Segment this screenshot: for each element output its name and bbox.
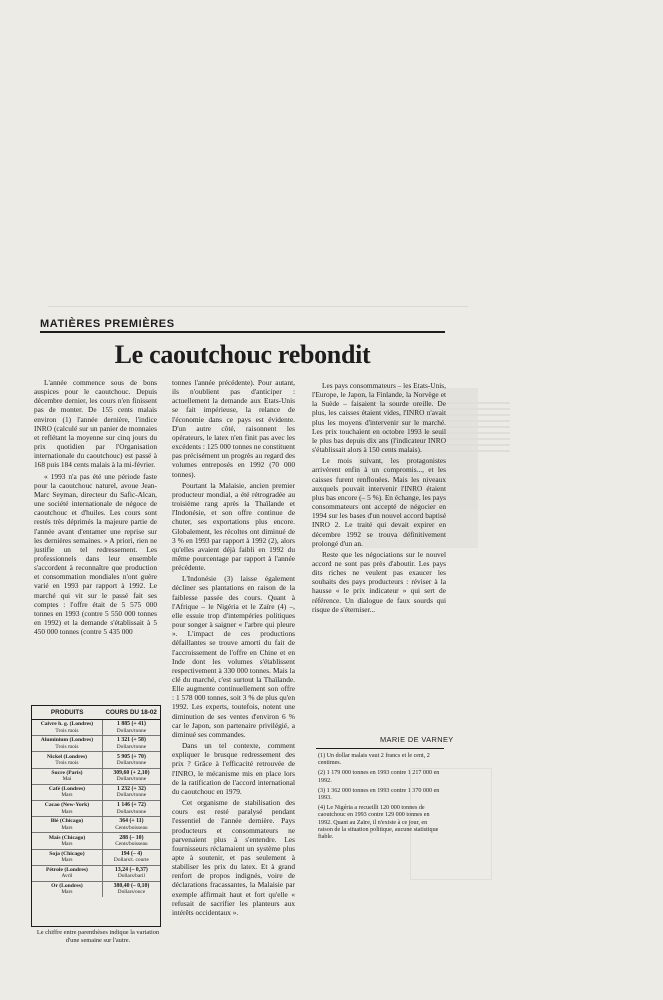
article-column-3 [312,381,446,616]
table-row [32,800,160,816]
table-row [32,752,160,768]
product-cell [32,784,102,800]
price-unit: Dollars/tonne [116,792,147,799]
table-row [32,784,160,800]
table-row [32,768,160,784]
product-name: Cacao (New-York) [44,802,90,809]
product-term: Mars [61,889,73,896]
article-column-1 [34,378,157,638]
price-unit: Dollars/t. courte [113,857,149,864]
price-value: 1 885 (+ 41) [116,721,146,728]
paragraph: Le mois suivant, les protagonistes arrivèrent enfin à un compromis..., et les caisses furent renflouées. Mais les niveaux auxquels pouvait intervenir l'INRO étaient plus bas encore (– 5 %). En échange, les pays consommateurs ont accepté de négocier en 1994 sur les bases d'un nouvel accord baptisé INRO 2. Le traité qui devait expirer en décembre 1992 se trouva définitivement prolongé d'un an. [312,456,446,548]
price-cell [102,800,160,816]
price-cell [102,752,160,768]
paragraph: Les pays consommateurs – les Etats-Unis, l'Europe, le Japon, la Finlande, la Norvège et la Suède – faisaient la sourde oreille. De plus, les caisses étaient vides, l'INRO n'avait plus les moyens d'intervenir sur le marché. Les prix touchaient en octobre 1993 le seuil le plus bas depuis dix ans (l'indicateur INRO s'établissait alors à 150 cents malais). [312,381,447,455]
product-name: Sucre (Paris) [51,769,83,776]
paragraph: Pourtant la Malaisie, ancien premier producteur mondial, a été rétrogradée au troisième rang après la Thaïlande et l'Indonésie, et son offre continue de chuter, ses exportations plus encore. Globalement, les récoltes ont diminué de 3 % en 1993 par rapport à 1992 (2), alors qu'elles avaient déjà faibli en 1992 du même pourcentage par rapport à l'année précédente. [172,480,295,573]
article-title: Le caoutchouc rebondit [114,340,371,369]
product-term: Mars [61,792,73,799]
product-cell [32,720,102,736]
product-cell [32,865,102,881]
paragraph: Reste que les négociations sur le nouvel accord ne sont pas près d'aboutir. Les pays dits riches ne veulent pas exaucer les souhaits des pays producteurs : réviser à la hausse « le prix indicateur » qui sert de référence. Un dialogue de faux sourds qui risque de s'éterniser... [312,549,446,614]
product-name: Caivre h. g. (Londres) [40,721,94,728]
price-value: 1 232 (+ 32) [116,786,146,793]
footnote: (1) Un dollar malais vaut 2 francs et le cent, 2 centimes. [318,753,430,767]
price-unit: Cents/boisseau [115,840,148,847]
table-row [32,833,160,849]
product-term: Trois mois [55,759,79,766]
price-cell [102,849,160,865]
price-value: 1 321 (+ 58) [116,737,146,744]
price-cell [102,865,160,881]
product-cell [32,817,102,833]
price-value: 5 905 (+ 70) [116,753,146,760]
product-cell [32,881,102,897]
author-signature: MARIE DE VARNEY [380,735,454,744]
price-cell [102,833,160,849]
product-term: Mars [61,824,73,831]
price-value: 364 (+ 11) [119,818,144,825]
price-value: 380,40 (– 0,10) [113,883,150,890]
price-cell [102,736,160,752]
table-row [32,849,160,865]
product-term: Mai [62,776,72,783]
table-row [32,720,160,736]
footnote: (4) Le Nigéria a recueilli 120 000 tonnes de caoutchouc en 1993 contre 129 000 tonnes en 1992. Quant au Zaïre, il n'existe à ce jour, en raison de la situation politique, aucune statistique fiable. [318,805,439,841]
price-unit: Dollars/tonne [116,759,147,766]
price-cell [102,720,160,736]
product-term: Mars [61,857,73,864]
product-name: Nickel (Londres) [46,753,88,760]
section-rubric: MATIÈRES PREMIÈRES [40,318,175,330]
price-unit: Cents/boisseau [115,824,148,831]
price-value: 194 (– 4) [120,850,143,857]
paragraph: L'année commence sous de bons auspices pour le caoutchouc. Depuis décembre dernier, les cours n'en finissent pas de monter. De 155 cents malais environ (1) l'année dernière, l'indice INRO (calculé sur un panier de monnaies et reflétant la moyenne sur cinq jours du prix quotidien par l'Organisation internationale du caoutchouc) est passé à 168 puis 184 cents malais à la mi-février. [34,378,157,470]
table-note: Le chiffre entre parenthèses indique la variation d'une semaine sur l'autre. [36,929,160,944]
product-cell [32,768,102,784]
product-name: Aluminium (Londres) [40,737,94,744]
price-cell [102,881,160,897]
product-term: Mars [61,808,73,815]
paragraph: « 1993 n'a pas été une période faste pour la caoutchouc naturel, avoue Jean-Marc Seyman, directeur du Safic-Alcan, une société internationale de négoce de caoutchouc et d'huiles. Les cours sont restés très déprimés la majeure partie de l'année avant d'entamer une reprise sur les dernières semaines. » A priori, rien ne justifie un tel redressement. Les professionnels dans leur ensemble s'accordent à reconnaître que production et consommation mondiales n'ont guère varié en 1993 par rapport à 1992. Le marché qui vit sur le passé fait ses comptes : l'offre était de 5 575 000 tonnes en 1993 (contre 5 550 000 tonnes en 1992) et la demande s'établissait à 5 450 000 tonnes (contre 5 435 000 [34,471,157,637]
price-unit: Dollars/tonne [116,727,147,734]
price-unit: Dollars/tonne [116,776,147,783]
product-term: Trois mois [55,727,79,734]
price-unit: Dollars/once [117,889,146,896]
paragraph: L'Indonésie (3) laisse également décliner ses plantations en raison de la faiblesse passée des cours. Quant à l'Afrique – le Nigéria et le Zaïre (4) –, elle essuie trop d'intempéries politiques pour songer à saigner « l'arbre qui pleure ». L'impact de ces productions défaillantes se trouve amorti du fait de l'accroissement de l'offre en Chine et en Inde dont les volumes s'établissent respectivement à 330 000 tonnes. Mais la clé du marché, c'est surtout la Thaïlande. Elle augmente continuellement son offre : 1 578 000 tonnes, soit 3 % de plus qu'en 1992. Les experts, toutefois, notent une diminution de ses ventes d'environ 6 % car le Japon, son partenaire privilégié, a diminué ses commandes. [172,574,295,739]
table-row [32,881,160,897]
product-name: Or (Londres) [51,883,83,890]
footnote-rule [316,748,444,749]
price-cell [102,768,160,784]
product-name: Café (Londres) [48,786,85,793]
product-term: Avril [61,873,73,880]
table-row [32,736,160,752]
footnote: (3) 1 362 000 tonnes en 1993 contre 1 370 000 en 1993. [318,787,440,802]
table-row [32,865,160,881]
price-unit: Dollars/baril [117,873,146,880]
product-term: Trois mois [55,743,79,750]
table-header-price: COURS DU 18-02 [102,706,160,720]
product-cell [32,800,102,816]
product-cell [32,833,102,849]
price-value: 13,24 (– 0,37) [115,866,148,873]
paragraph: Dans un tel contexte, comment expliquer le brusque redressement des prix ? Grâce à l'efficacité retrouvée de l'INRO, le mécanisme mis en place lors de la ratification de l'accord international du caoutchouc en 1979. [172,741,295,796]
price-unit: Dollars/tonne [116,808,147,815]
price-value: 309,60 (+ 2,10) [113,769,150,776]
bleed-rule [48,306,468,307]
table-header-product: PRODUITS [32,706,102,720]
table-row [32,817,160,833]
price-unit: Dollars/tonne [116,743,147,750]
price-cell [102,784,160,800]
footnotes [318,753,442,844]
article-column-2 [172,378,295,919]
product-cell [32,752,102,768]
product-cell [32,849,102,865]
price-cell [102,817,160,833]
section-rule [40,331,445,333]
product-name: Pétrole (Londres) [45,866,88,873]
price-value: 1 146 (+ 72) [116,802,146,809]
product-cell [32,736,102,752]
commodity-price-table [31,705,161,927]
paragraph: tonnes l'année précédente). Pour autant, ils n'oublient pas d'anticiper : actuellement la demande aux Etats-Unis se fait impérieuse, la relance de l'économie dans ce pays est évidente. D'un autre côté, raisonnent les opérateurs, le latex n'en finit pas avec les excédents : 125 000 tonnes ne constituent pas précisément un progrès au regard des volumes entreposés en 1992 (70 000 tonnes). [172,378,295,479]
footnote: (2) 1 179 000 tonnes en 1993 contre 1 217 000 en 1992. [318,770,440,784]
product-name: Soja (Chicago) [49,850,85,857]
product-name: Maïs (Chicago) [48,834,86,841]
paragraph: Cet organisme de stabilisation des cours est resté paralysé pendant l'essentiel de l'année dernière. Pays producteurs et consommateurs ne parvenaient plus à s'entendre. Les fournisseurs réclamaient un système plus apte à soutenir, et pas seulement à stabiliser les prix du latex. Et à grand renfort de propos indignés, voire de déclarations fracassantes, la Malaisie par exemple affirmait haut et fort qu'elle « refusait de sacrifier les planteurs aux intérêts occidentaux ». [172,798,295,917]
product-name: Blé (Chicago) [50,818,84,825]
product-term: Mars [61,840,73,847]
price-value: 288 (– 10) [119,834,144,841]
